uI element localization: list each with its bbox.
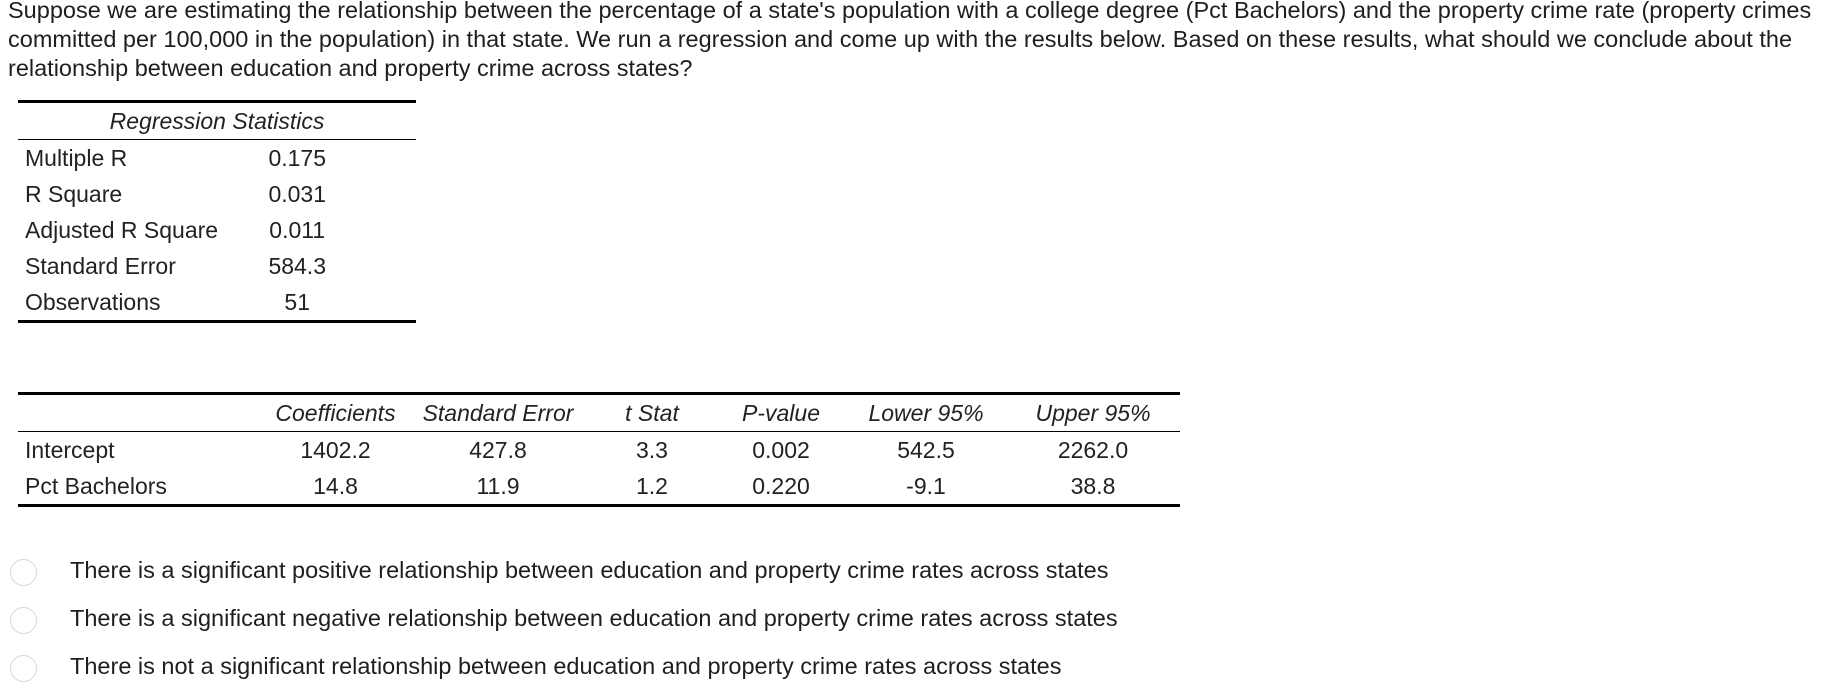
column-header: Upper 95% xyxy=(1006,394,1180,432)
table-cell: 1402.2 xyxy=(300,436,371,463)
table-row xyxy=(18,248,416,284)
stat-label: R Square xyxy=(25,180,123,207)
stat-value: 0.011 xyxy=(269,216,326,243)
table-row xyxy=(18,212,416,248)
table-cell: 2262.0 xyxy=(1057,436,1129,463)
answer-option-3[interactable] xyxy=(0,648,1200,688)
table-cell: 3.3 xyxy=(636,436,668,463)
stat-label: Observations xyxy=(18,284,268,322)
table-row xyxy=(18,140,416,177)
column-header: t Stat xyxy=(588,394,716,432)
radio-button[interactable] xyxy=(10,655,37,682)
question-text: Suppose we are estimating the relationship between the percentage of a state's population with a college degree (Pct Bachelors) and the property crime rate (property crimes committed per 100,000 in the population) in that state. We run a regression and come up with the results below. Based on these results, what should we conclude about the relationship between education and property crime across states? xyxy=(8,0,1812,81)
table-cell: 14.8 xyxy=(263,468,408,506)
regression-statistics-header: Regression Statistics xyxy=(18,102,416,140)
answer-option-1[interactable] xyxy=(0,552,1200,592)
table-row xyxy=(18,176,416,212)
row-label: Pct Bachelors xyxy=(18,468,263,506)
coefficients-table xyxy=(18,392,1180,507)
table-cell: 0.220 xyxy=(716,468,846,506)
answer-option-label[interactable]: There is not a significant relationship between education and property crime rates across states xyxy=(70,653,1062,679)
answer-option-label[interactable]: There is a significant positive relationship between education and property crime rates across states xyxy=(70,557,1109,583)
table-cell: 11.9 xyxy=(408,468,588,506)
column-header: Coefficients xyxy=(263,394,408,432)
radio-button[interactable] xyxy=(10,559,37,586)
stat-value: 0.175 xyxy=(268,144,326,171)
table-cell: 38.8 xyxy=(1006,468,1180,506)
table-cell: -9.1 xyxy=(846,468,1006,506)
stat-label: Standard Error xyxy=(25,252,176,279)
table-row xyxy=(18,432,1180,469)
row-label: Intercept xyxy=(25,436,115,463)
answer-option-label[interactable]: There is a significant negative relationship between education and property crime rates across states xyxy=(70,605,1118,631)
table-cell: 1.2 xyxy=(588,468,716,506)
radio-button[interactable] xyxy=(10,607,37,634)
regression-statistics-table xyxy=(18,100,416,323)
table-cell: 542.5 xyxy=(897,436,955,463)
stat-value: 0.031 xyxy=(268,180,326,207)
table-row xyxy=(18,284,416,322)
column-header: Standard Error xyxy=(408,394,588,432)
column-header xyxy=(18,394,263,432)
table-cell: 427.8 xyxy=(469,436,527,463)
table-row xyxy=(18,468,1180,506)
column-header: Lower 95% xyxy=(846,394,1006,432)
stat-value: 51 xyxy=(268,284,416,322)
stat-label: Multiple R xyxy=(25,144,128,171)
table-cell: 0.002 xyxy=(752,436,810,463)
answer-option-2[interactable] xyxy=(0,600,1200,640)
stat-label: Adjusted R Square xyxy=(25,216,219,243)
column-header: P-value xyxy=(716,394,846,432)
stat-value: 584.3 xyxy=(268,252,326,279)
